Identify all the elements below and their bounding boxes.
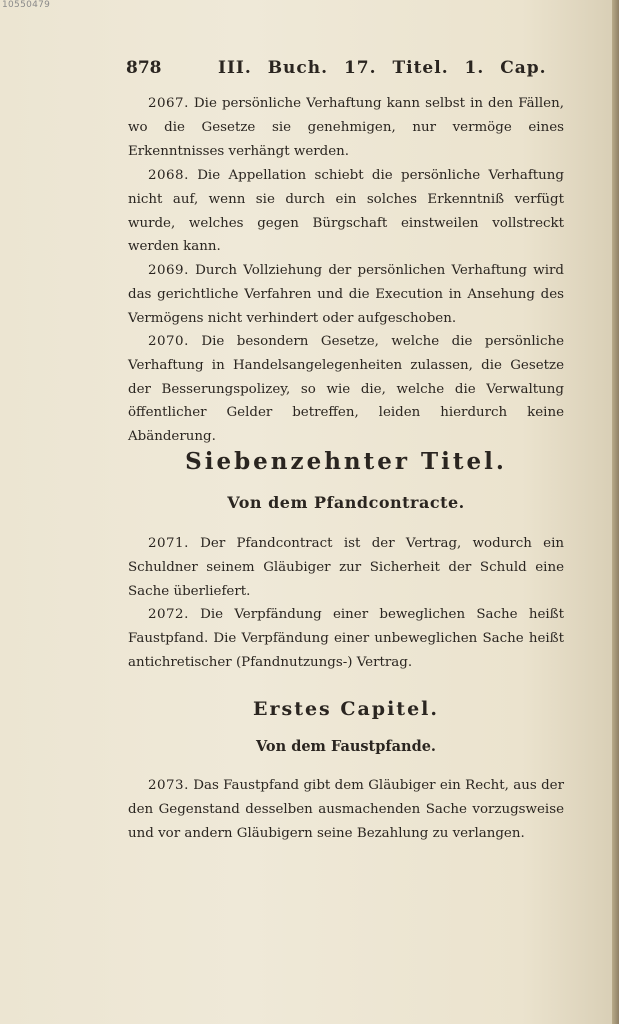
- scan-identifier: 10550479: [2, 0, 51, 10]
- article-2069: [128, 259, 564, 330]
- page-edge: [612, 0, 619, 1024]
- article-number: 2073.: [148, 778, 189, 793]
- title-subheading: Von dem Pfandcontracte.: [227, 493, 465, 512]
- article-number: 2070.: [148, 334, 189, 349]
- article-number: 2069.: [148, 263, 189, 278]
- article-2070: [128, 330, 564, 449]
- article-number: 2071.: [148, 536, 189, 551]
- article-text: Die Verpfändung einer beweglichen Sache heißt Faustpfand. Die Verpfändung einer unbeweglichen Sache heißt antichretischer (Pfandnutzungs-) Vertrag.: [128, 607, 565, 670]
- title-heading: Siebenzehnter Titel.: [185, 448, 507, 475]
- article-2072: [128, 603, 564, 674]
- article-text: Der Pfandcontract ist der Vertrag, wodurch ein Schuldner seinem Gläubiger zur Sicherheit der Schuld eine Sache überliefert.: [128, 536, 564, 599]
- article-text: Die persönliche Verhaftung kann selbst in den Fällen, wo die Gesetze sie genehmigen, nur vermöge eines Erkenntnisses verhängt werden.: [128, 96, 564, 159]
- chapter-subheading: Von dem Faustpfande.: [256, 738, 436, 755]
- running-head: [126, 58, 566, 84]
- article-2068: [128, 164, 564, 259]
- running-head-text: III. Buch. 17. Titel. 1. Cap.: [218, 58, 547, 78]
- article-text: Die Appellation schiebt die persönliche Verhaftung nicht auf, wenn sie durch ein solches Erkenntniß verfügt wurde, welches gegen Bürgschaft einstweilen vollstreckt werden kann.: [128, 168, 564, 255]
- article-text: Durch Vollziehung der persönlichen Verhaftung wird das gerichtliche Verfahren und die Execution in Ansehung des Vermögens nicht verhindert oder aufgeschoben.: [128, 263, 564, 326]
- article-2073: [128, 774, 564, 845]
- article-2071: [128, 532, 564, 603]
- article-text: Das Faustpfand gibt dem Gläubiger ein Recht, aus der den Gegenstand desselben ausmachenden Sache vorzugsweise und vor andern Gläubigern seine Bezahlung zu verlangen.: [128, 778, 564, 841]
- article-text: Die besondern Gesetze, welche die persönliche Verhaftung in Handelsangelegenheiten zulassen, die Gesetze der Besserungspolizey, so wie die, welche die Verwaltung öffentlicher Gelder betreffen, leiden hierdurch keine Abänderung.: [128, 334, 564, 445]
- article-number: 2067.: [148, 96, 189, 111]
- article-number: 2068.: [148, 168, 189, 183]
- article-number: 2072.: [148, 607, 189, 622]
- page-number: 878: [126, 58, 162, 78]
- article-2067: [128, 92, 564, 163]
- chapter-heading: Erstes Capitel.: [253, 698, 439, 720]
